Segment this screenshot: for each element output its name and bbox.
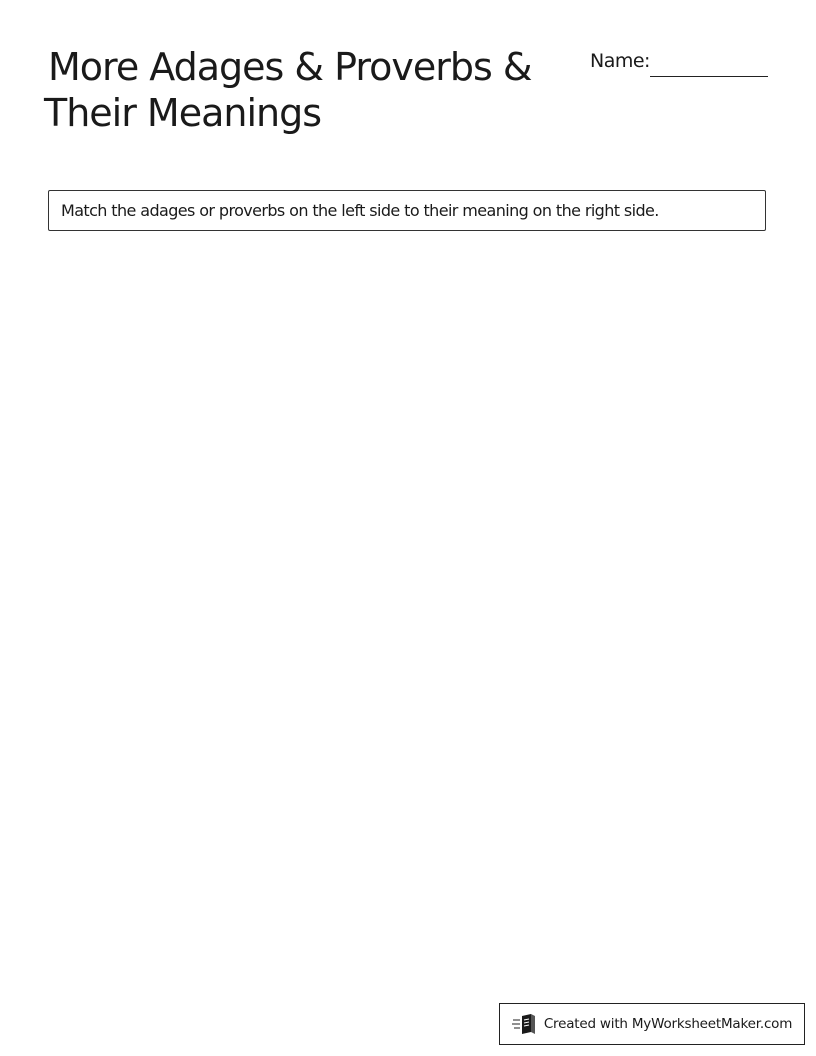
name-field [590, 48, 770, 82]
instructions-box [48, 190, 766, 231]
footer-credit-text: Created with MyWorksheetMaker.com [543, 1016, 793, 1032]
title-line-1: More Adages & Proverbs & [48, 45, 532, 89]
instructions-text: Match the adages or proverbs on the left side to their meaning on the right side. [61, 200, 659, 220]
title-line-2: Their Meanings [44, 91, 322, 135]
footer-credit-badge[interactable] [499, 1003, 805, 1045]
name-blank-line[interactable] [650, 76, 768, 77]
page-title [44, 44, 544, 136]
book-logo-icon [512, 1013, 538, 1035]
name-label: Name: [590, 50, 650, 72]
